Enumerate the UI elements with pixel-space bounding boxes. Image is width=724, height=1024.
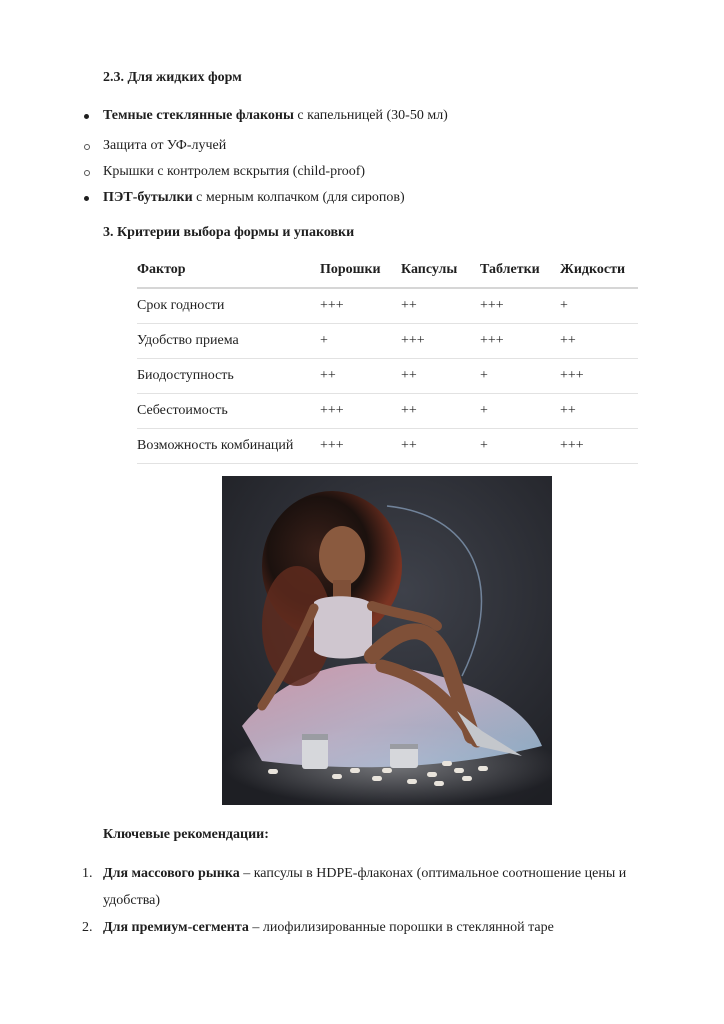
list-number: 2. <box>82 920 93 935</box>
table-cell: ++ <box>401 394 480 429</box>
table-cell: +++ <box>480 324 560 359</box>
bullet-text: Защита от УФ-лучей <box>103 138 227 153</box>
recommendations-heading: Ключевые рекомендации: <box>103 827 269 842</box>
table-header-cell: Порошки <box>320 253 401 288</box>
table-cell: ++ <box>401 429 480 464</box>
criteria-heading: 3. Критерии выбора формы и упаковки <box>103 225 355 240</box>
table-row <box>137 288 638 324</box>
table-header-row <box>137 253 638 288</box>
table-cell: ++ <box>401 359 480 394</box>
table-header-cell: Фактор <box>137 253 320 288</box>
table-header-cell: Таблетки <box>480 253 560 288</box>
table-header-cell: Жидкости <box>560 253 638 288</box>
table-cell: + <box>560 288 638 324</box>
list-number: 1. <box>82 866 93 881</box>
table-cell: Удобство приема <box>137 324 320 359</box>
table-header-cell: Капсулы <box>401 253 480 288</box>
table-cell: +++ <box>560 359 638 394</box>
table-cell: +++ <box>320 394 401 429</box>
bullet-text: с капельницей (30-50 мл) <box>293 108 448 123</box>
recommendation-bold: Для массового рынка <box>103 866 240 881</box>
table-cell: ++ <box>401 288 480 324</box>
table-cell: + <box>480 359 560 394</box>
table-cell: +++ <box>480 288 560 324</box>
bullet-disc-icon <box>84 196 89 201</box>
table-cell: ++ <box>320 359 401 394</box>
section-heading: 2.3. Для жидких форм <box>103 70 242 85</box>
table-row <box>137 359 638 394</box>
table-cell: Срок годности <box>137 288 320 324</box>
recommendation-bold: Для премиум-сегмента <box>103 920 249 935</box>
bullet-disc-icon <box>84 114 89 119</box>
table-row <box>137 324 638 359</box>
criteria-table <box>137 253 638 464</box>
bullet-bold: Темные стеклянные флаконы <box>103 108 294 123</box>
table-cell: + <box>480 394 560 429</box>
table-cell: +++ <box>320 288 401 324</box>
bullet-circle-icon <box>84 144 90 150</box>
bullet-circle-icon <box>84 170 90 176</box>
product-illustration <box>222 476 552 805</box>
table-cell: +++ <box>401 324 480 359</box>
table-row <box>137 394 638 429</box>
table-cell: + <box>320 324 401 359</box>
table-cell: ++ <box>560 324 638 359</box>
recommendation-text: – лиофилизированные порошки в стеклянной таре <box>248 920 554 935</box>
table-cell: Возможность комбинаций <box>137 429 320 464</box>
table-cell: ++ <box>560 394 638 429</box>
table-cell: +++ <box>560 429 638 464</box>
bullet-text: Крышки с контролем вскрытия (child-proof) <box>103 164 366 179</box>
recommendation-text: – капсулы в HDPE-флаконах (оптимальное соотношение цены и <box>239 866 627 881</box>
table-cell: Биодоступность <box>137 359 320 394</box>
table-cell: Себестоимость <box>137 394 320 429</box>
recommendation-text-continued: удобства) <box>103 893 160 908</box>
bullet-text: с мерным колпачком (для сиропов) <box>192 190 405 205</box>
table-cell: +++ <box>320 429 401 464</box>
bullet-bold: ПЭТ-бутылки <box>103 190 193 205</box>
table-cell: + <box>480 429 560 464</box>
table-row <box>137 429 638 464</box>
